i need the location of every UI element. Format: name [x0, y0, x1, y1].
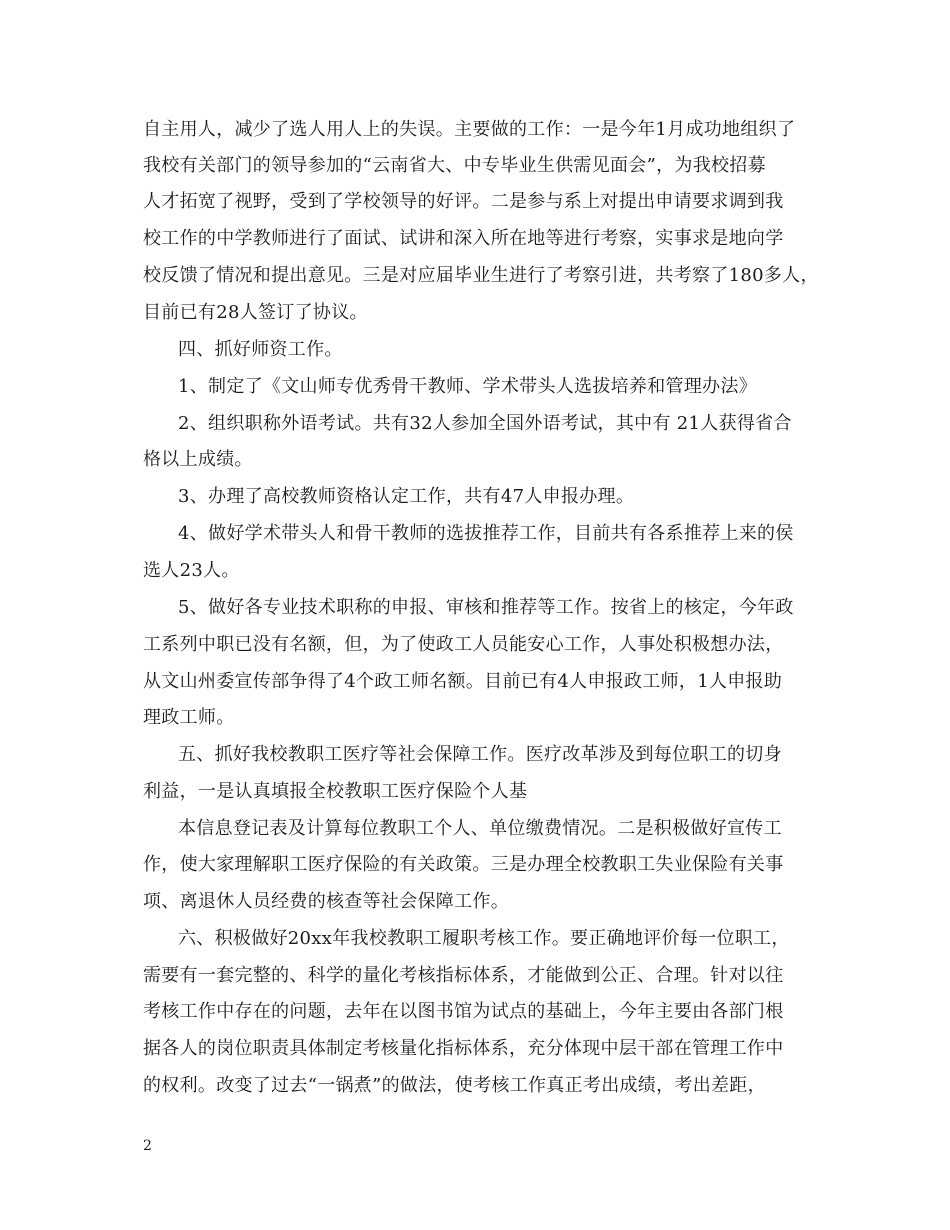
text-line: 据各人的岗位职责具体制定考核量化指标体系，充分体现中层干部在管理工作中: [143, 1038, 784, 1059]
text-line: 我校有关部门的领导参加的“云南省大、中专毕业生供需见面会”，为我校招募: [143, 155, 766, 176]
text-line: 格以上成绩。: [143, 449, 253, 470]
text-line: 自主用人，减少了选人用人上的失误。主要做的工作：一是今年1月成功地组织了: [143, 119, 796, 140]
text-line: 需要有一套完整的、科学的量化考核指标体系，才能做到公正、合理。针对以往: [143, 965, 784, 986]
text-line: 本信息登记表及计算每位教职工个人、单位缴费情况。二是积极做好宣传工: [178, 818, 782, 839]
text-line: 目前已有28人签订了协议。: [143, 302, 368, 323]
text-line: 1、制定了《文山师专优秀骨干教师、学术带头人选拔培养和管理办法》: [178, 376, 758, 397]
text-line: 作，使大家理解职工医疗保险的有关政策。三是办理全校教职工失业保险有关事: [143, 854, 784, 875]
text-line: 工系列中职已没有名额，但，为了使政工人员能安心工作，人事处积极想办法，: [143, 634, 784, 655]
page-number: 2: [143, 1138, 152, 1154]
text-line: 5、做好各专业技术职称的申报、审核和推荐等工作。按省上的核定，今年政: [178, 597, 794, 618]
text-line: 校反馈了情况和提出意见。三是对应届毕业生进行了考察引进，共考察了180多人，: [143, 265, 819, 286]
text-line: 校工作的中学教师进行了面试、试讲和深入所在地等进行考察，实事求是地向学: [143, 228, 784, 249]
text-line: 3、办理了高校教师资格认定工作，共有47人申报办理。: [178, 486, 635, 507]
text-line: 考核工作中存在的问题，去年在以图书馆为试点的基础上，今年主要由各部门根: [143, 1001, 784, 1022]
text-line: 的权利。改变了过去“一锅煮”的做法，使考核工作真正考出成绩，考出差距，: [143, 1075, 766, 1096]
text-line: 4、做好学术带头人和骨干教师的选拔推荐工作，目前共有各系推荐上来的侯: [178, 523, 794, 544]
text-line: 利益，一是认真填报全校教职工医疗保险个人基: [143, 781, 528, 802]
section-heading: 四、抓好师资工作。: [178, 339, 343, 360]
section-heading: 六、积极做好20xx年我校教职工履职考核工作。要正确地评价每一位职工，: [178, 928, 790, 949]
text-line: 选人23人。: [143, 560, 240, 581]
text-line: 2、组织职称外语考试。共有32人参加全国外语考试，其中有 21人获得省合: [178, 413, 792, 434]
text-line: 项、离退休人员经费的核查等社会保障工作。: [143, 891, 509, 912]
section-heading: 五、抓好我校教职工医疗等社会保障工作。医疗改革涉及到每位职工的切身: [178, 744, 782, 765]
text-line: 人才拓宽了视野，受到了学校领导的好评。二是参与系上对提出申请要求调到我: [143, 191, 784, 212]
text-line: 理政工师。: [143, 707, 235, 728]
text-line: 从文山州委宣传部争得了4个政工师名额。目前已有4人申报政工师，1人申报助: [143, 671, 783, 692]
